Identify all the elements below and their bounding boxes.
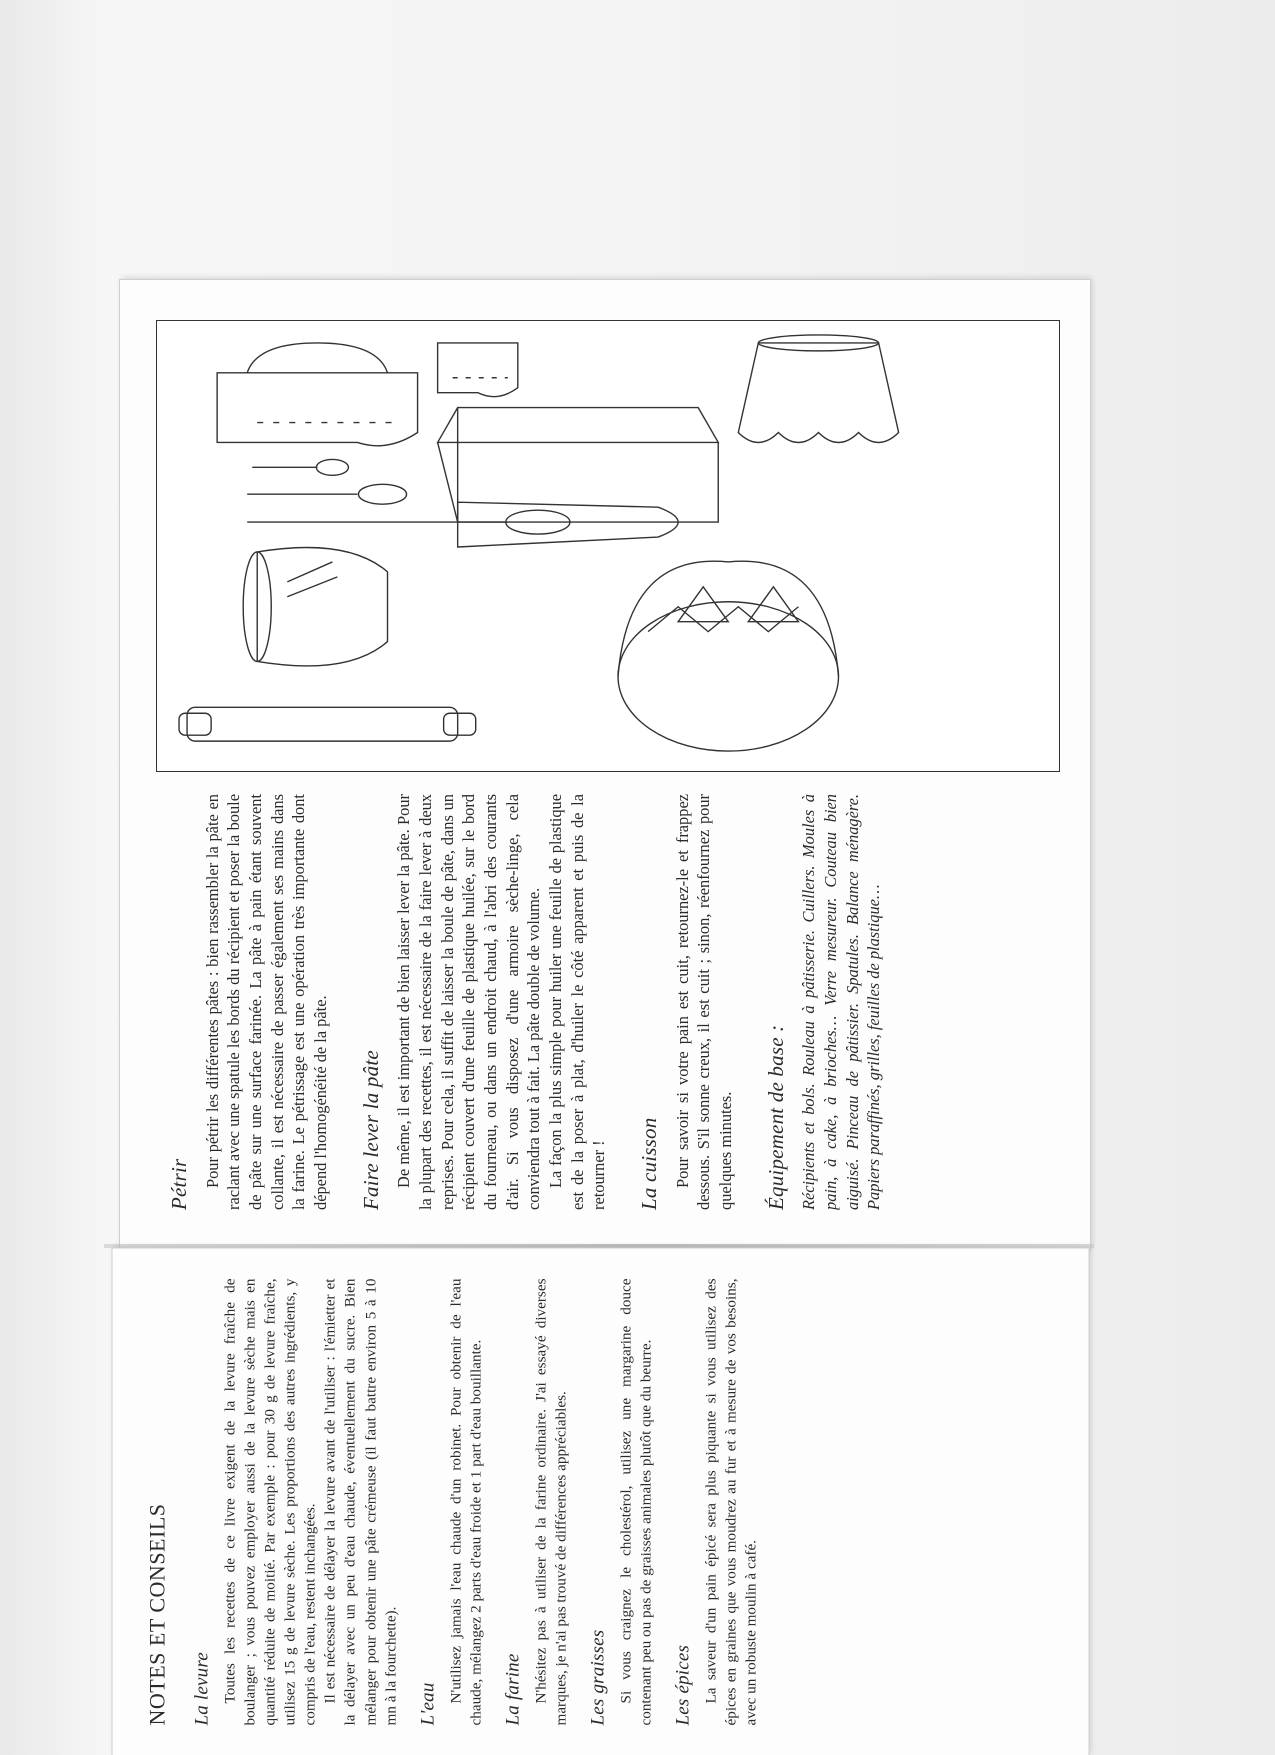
paragraph: La saveur d'un pain épicé sera plus piquante si vous utilisez des épices en graines que vous moudrez au fur et à mesure de vos besoins, avec un robuste moulin à café.: [702, 1278, 760, 1725]
heading-farine: La farine: [501, 1652, 523, 1725]
heading-equipement: Équipement de base :: [763, 1024, 788, 1210]
heading-graisses: Les graisses: [587, 1629, 609, 1725]
paragraph-equipement: Récipients et bols. Rouleau à pâtisserie. Cuillers. Moules à pain, à cake, à brioches… Verre mesureur. Couteau bien aiguisé. Pinceau de pâtissier. Spatules. Balance ménagère. Papiers paraffinés, grilles, feuilles de plastique…: [799, 794, 884, 1210]
paragraph: N'utilisez jamais l'eau chaude d'un robinet. Pour obtenir de l'eau chaude, mélangez 2 parts d'eau froide et 1 part d'eau bouillante.: [446, 1278, 484, 1725]
book-gutter: [104, 1244, 1094, 1248]
measuring-jug-icon: [217, 343, 518, 446]
paragraph: Toutes les recettes de ce livre exigent de la levure fraîche de boulanger ; vous pouvez employer aussi de la levure sèche mais en quantité réduite de moitié. Par exemple : pour 30 g de levure fraîche, utilisez 15 g de levure sèche. Les proportions des autres ingrédients, y compris de l'eau, restent inchangées.: [221, 1278, 319, 1725]
book-page-top: [120, 280, 1090, 1250]
paragraph: N'hésitez pas à utiliser de la farine ordinaire. J'ai essayé diverses marques, je n'ai pas trouvé de différences appréciables.: [531, 1278, 570, 1725]
paragraph: La façon la plus simple pour huiler une feuille de plastique est de la poser à plat, d'huiler le côté apparent et puis de la retourner !: [545, 794, 609, 1210]
text-column-top: [156, 794, 1060, 1210]
equipment-illustration: [156, 320, 1060, 772]
paragraph: Pour savoir si votre pain est cuit, retournez-le et frappez dessous. S'il sonne creux, il est cuit ; sinon, réenfournez pour quelques minutes.: [672, 794, 735, 1210]
text-column-bottom: [138, 1278, 762, 1725]
heading-eau: L'eau: [416, 1681, 438, 1725]
paragraph: Il est nécessaire de délayer la levure avant de l'utiliser : l'émietter et la délayer avec un peu d'eau chaude, éventuellement du sucre. Bien mélanger pour obtenir une pâte crémeuse (il faut battre environ 5 à 10 mn à la fourchette).: [321, 1278, 399, 1725]
brioche-mould-icon: [738, 335, 898, 443]
paragraph: Si vous craignez le cholestérol, utilisez une margarine douce contenant peu ou pas de graisses animales plutôt que du beurre.: [617, 1278, 655, 1725]
heading-faire-lever: Faire lever la pâte: [358, 1050, 383, 1210]
heading-cuisson: La cuisson: [636, 1117, 661, 1210]
paragraph: Pour pétrir les différentes pâtes : bien rassembler la pâte en raclant avec une spatule les bords du récipient et poser la boule de pâte sur une surface farinée. La pâte à pain étant souvent collante, il est nécessaire de passer également ses mains dans la farine. Le pétrissage est une opération très importante dont dépend l'homogénéité de la pâte.: [202, 794, 330, 1210]
page-title: NOTES ET CONSEILS: [144, 1503, 169, 1725]
rolling-pin-icon: [179, 707, 476, 741]
heading-levure: La levure: [191, 1651, 213, 1725]
book-page-bottom: [112, 1248, 1088, 1755]
heading-epices: Les épices: [672, 1644, 694, 1725]
spoons-icon: [247, 459, 678, 547]
mixing-bowl-icon: [618, 561, 838, 751]
pot-icon: [243, 547, 387, 665]
heading-petrir: Pétrir: [167, 1158, 191, 1210]
paragraph: De même, il est important de bien laisser lever la pâte. Pour la plupart des recettes, il est nécessaire de la faire lever à deux reprises. Pour cela, il suffit de laisser la boule de pâte, dans un récipient couvert d'une feuille de plastique huilée, sur le bord du fourneau, ou dans un endroit chaud, à l'abri des courants d'air. Si vous disposez d'une armoire sèche-linge, cela conviendra tout à fait. La pâte double de volume.: [394, 794, 544, 1210]
